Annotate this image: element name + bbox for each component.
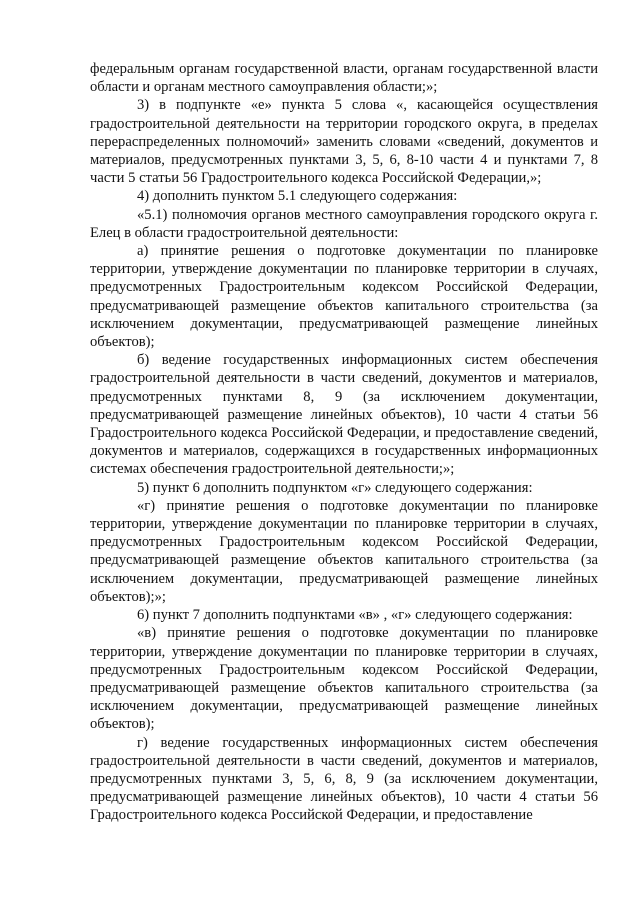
paragraph-continuation: федеральным органам государственной власти, органам государственной власти области и органам местного самоуправления области;»;	[90, 61, 598, 96]
paragraph-item-3: 3) в подпункте «е» пункта 5 слова «, касающейся осуществления градостроительной деятельности на территории городского округа, в пределах перераспределенных полномочий» заменить словами «сведений, документов и материалов, предусмотренных пунктами 3, 5, 6, 8-10 части 4 и пунктами 7, 8 части 5 статьи 56 Градостроительного кодекса Российской Федерации,»;	[90, 97, 598, 187]
paragraph-7-v: «в) принятие решения о подготовке документации по планировке территории, утверждение документации по планировке территории в случаях, предусмотренных Градостроительным кодексом Российской Федерации, предусматривающей размещение объектов капитального строительства (за исключением документации, предусматривающей размещение линейных объектов);	[90, 625, 598, 733]
paragraph-6-g: «г) принятие решения о подготовке документации по планировке территории, утверждение документации по планировке территории в случаях, предусмотренных Градостроительным кодексом Российской Федерации, предусматривающей размещение объектов капитального строительства (за исключением документации, предусматривающей размещение линейных объектов);»;	[90, 497, 598, 605]
paragraph-7-g: г) ведение государственных информационных систем обеспечения градостроительной деятельности в части сведений, документов и материалов, предусмотренных пунктами 3, 5, 6, 8, 9 (за исключением документации, предусматривающей размещение линейных объектов), 10 части 4 статьи 56 Градостроительного кодекса Российской Федерации, и предоставление	[90, 734, 598, 824]
document-page	[90, 60, 598, 825]
paragraph-item-6: 6) пункт 7 дополнить подпунктами «в» , «г» следующего содержания:	[137, 607, 573, 624]
paragraph-item-5: 5) пункт 6 дополнить подпунктом «г» следующего содержания:	[137, 479, 533, 496]
paragraph-5-1-b: б) ведение государственных информационных систем обеспечения градостроительной деятельности в части сведений, документов и материалов, предусмотренных пунктами 8, 9 (за исключением документации, предусматривающей размещение линейных объектов), 10 части 4 статьи 56 Градостроительного кодекса Российской Федерации, и предоставление сведений, документов и материалов, содержащихся в государственных информационных системах обеспечения градостроительной деятельности;»;	[90, 352, 598, 478]
paragraph-5-1-a: а) принятие решения о подготовке документации по планировке территории, утверждение документации по планировке территории в случаях, предусмотренных Градостроительным кодексом Российской Федерации, предусматривающей размещение объектов капитального строительства (за исключением документации, предусматривающей размещение линейных объектов);	[90, 243, 598, 351]
paragraph-5-1-intro: «5.1) полномочия органов местного самоуправления городского округа г. Елец в области градостроительной деятельности:	[90, 206, 598, 241]
paragraph-item-4: 4) дополнить пунктом 5.1 следующего содержания:	[137, 188, 458, 205]
